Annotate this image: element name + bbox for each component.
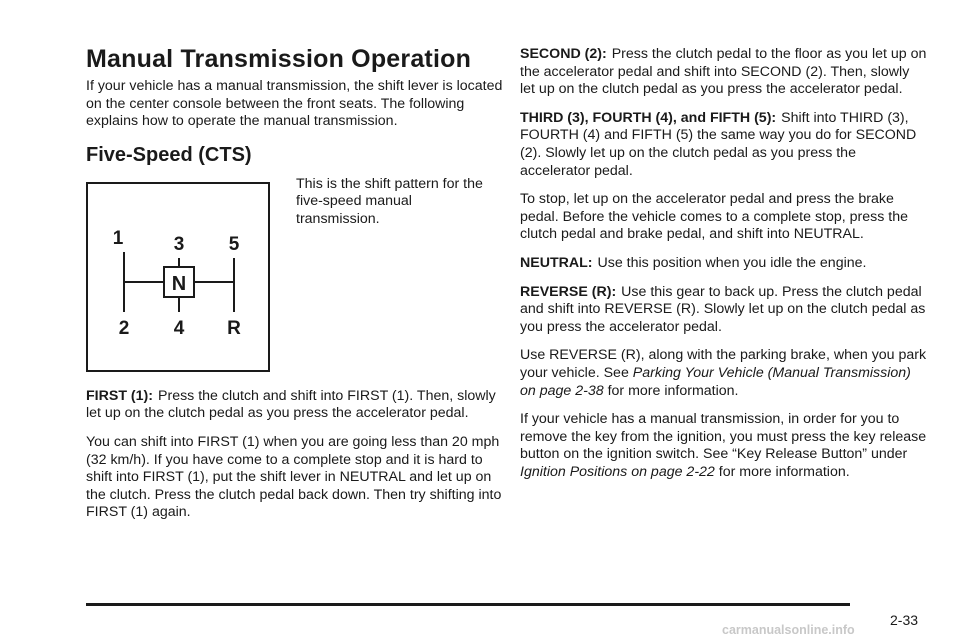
parking-text-b: for more information. bbox=[607, 382, 739, 399]
diagram-caption: This is the shift pattern for the five-speed manual transmission. bbox=[296, 175, 483, 227]
key-release-paragraph bbox=[520, 411, 928, 481]
footer-rule bbox=[86, 603, 850, 606]
left-column bbox=[86, 44, 506, 533]
neutral-text: Use this position when you idle the engine. bbox=[597, 254, 867, 271]
page-number: 2-33 bbox=[890, 612, 919, 628]
intro-paragraph: If your vehicle has a manual transmission, the shift lever is located on the center console between the front seats. The following explains how to operate the manual transmission. bbox=[86, 78, 503, 130]
first-gear-paragraph bbox=[86, 388, 506, 423]
section-subtitle: Five-Speed (CTS) bbox=[86, 143, 252, 166]
gear-1-label: 1 bbox=[112, 227, 124, 249]
third-fourth-fifth-text: Shift into THIRD (3), FOURTH (4) and FIFTH (5) the same way you do for SECOND (2). Slowly let up on the clutch pedal as you press the accelerator pedal. bbox=[520, 109, 917, 179]
shift-pattern-diagram bbox=[86, 182, 270, 372]
page-title: Manual Transmission Operation bbox=[86, 45, 472, 73]
gear-4-label: 4 bbox=[173, 317, 185, 339]
first-gear-text: Press the clutch and shift into FIRST (1). Then, slowly let up on the clutch pedal as you press the accelerator pedal. bbox=[86, 387, 496, 422]
shift-pattern-figure bbox=[86, 176, 506, 388]
parking-paragraph bbox=[520, 347, 928, 400]
second-gear-term: SECOND (2): bbox=[520, 46, 607, 62]
gear-r-label: R bbox=[227, 317, 241, 339]
ignition-positions-reference-link[interactable]: Ignition Positions on page 2-22 bbox=[520, 463, 715, 480]
key-text-b: for more information. bbox=[718, 463, 850, 480]
shift-pattern-svg bbox=[88, 184, 268, 370]
third-fourth-fifth-paragraph bbox=[520, 110, 928, 180]
parking-text-a: Use REVERSE (R), along with the parking brake, when you park your vehicle. See bbox=[520, 347, 927, 381]
key-text-a: If your vehicle has a manual transmission, in order for you to remove the key from the ignition, you must press the key release button on the ignition switch. See “Key Release Button” under bbox=[520, 411, 927, 463]
second-gear-text: Press the clutch pedal to the floor as you let up on the accelerator pedal and shift into SECOND (2). Then, slowly let up on the clutch pedal as you press the accelerator pedal. bbox=[520, 46, 927, 98]
gear-5-label: 5 bbox=[228, 233, 240, 255]
gear-3-label: 3 bbox=[173, 233, 185, 255]
third-fourth-fifth-term: THIRD (3), FOURTH (4), and FIFTH (5): bbox=[520, 109, 777, 126]
stop-paragraph: To stop, let up on the accelerator pedal and press the brake pedal. Before the vehicle comes to a complete stop, press the clutch pedal and brake pedal, and shift into NEUTRAL. bbox=[520, 191, 909, 243]
second-gear-paragraph bbox=[520, 46, 928, 99]
neutral-paragraph bbox=[520, 255, 928, 273]
site-watermark: carmanualsonline.info bbox=[722, 623, 855, 637]
reverse-text: Use this gear to back up. Press the clutch pedal and shift into REVERSE (R). Slowly let up on the clutch pedal as you press the accelerator pedal. bbox=[520, 283, 926, 335]
first-gear-term: FIRST (1): bbox=[86, 387, 153, 404]
neutral-term: NEUTRAL: bbox=[520, 254, 593, 271]
shift-into-first-paragraph: You can shift into FIRST (1) when you are going less than 20 mph (32 km/h). If you have come to a complete stop and it is hard to shift into FIRST (1), put the shift lever in NEUTRAL and let up on the clutch. Press the clutch pedal back down. Then try shifting into FIRST (1) again. bbox=[86, 433, 502, 521]
parking-reference-link[interactable]: Parking Your Vehicle (Manual Transmission) on page 2-38 bbox=[520, 364, 911, 399]
right-column bbox=[520, 46, 928, 492]
gear-2-label: 2 bbox=[118, 317, 130, 339]
reverse-term: REVERSE (R): bbox=[520, 283, 617, 300]
reverse-paragraph bbox=[520, 284, 928, 337]
gear-n-label: N bbox=[171, 272, 187, 295]
